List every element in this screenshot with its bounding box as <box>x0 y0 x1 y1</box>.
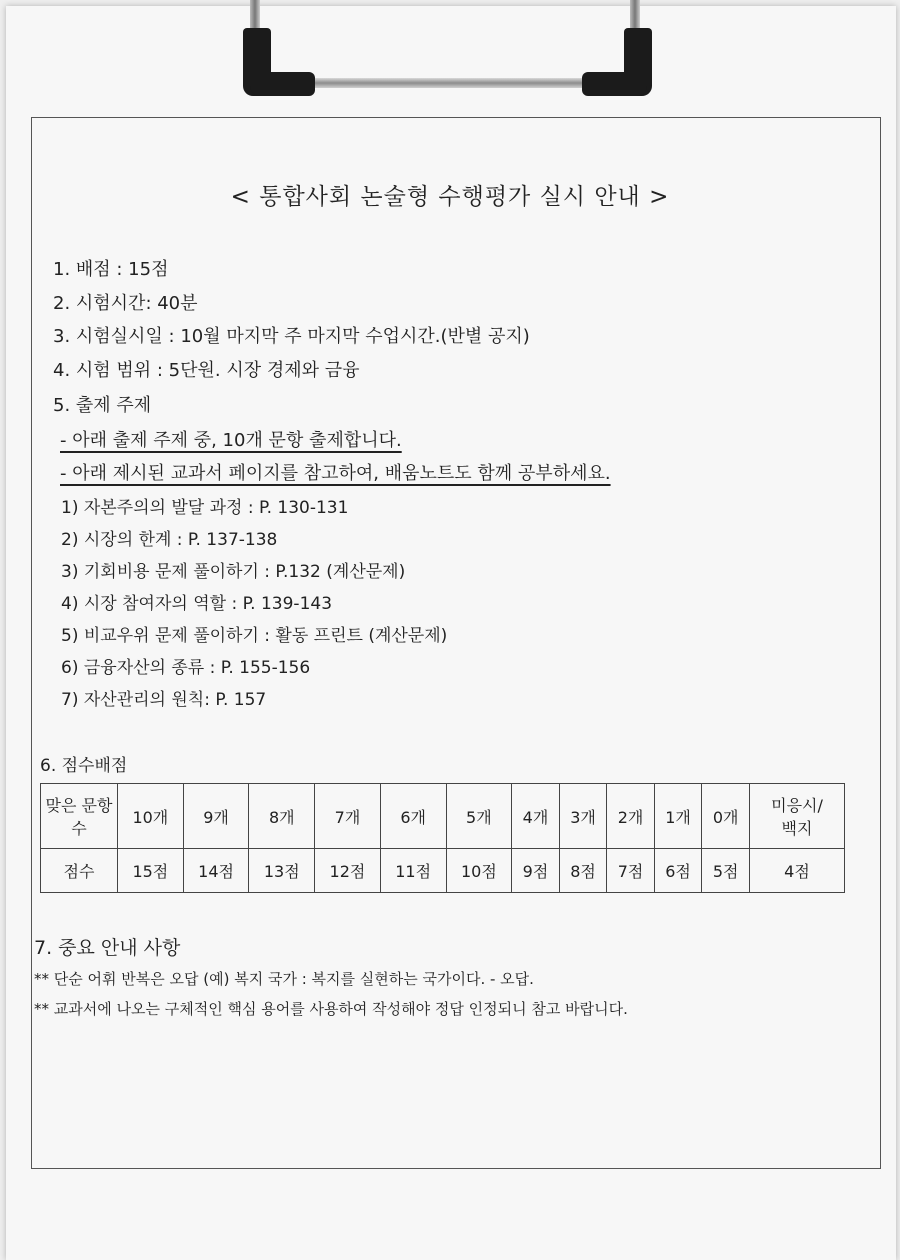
table-cell: 9개 <box>183 784 249 849</box>
important-note: ** 교과서에 나오는 구체적인 핵심 용어를 사용하여 작성해야 정답 인정되니 참고 바랍니다. <box>34 1000 628 1018</box>
table-cell: 2개 <box>607 784 655 849</box>
topic-item: 4) 시장 참여자의 역할 : P. 139-143 <box>61 594 333 614</box>
item-range: 4. 시험 범위 : 5단원. 시장 경제와 금융 <box>53 360 360 381</box>
table-cell: 7개 <box>315 784 381 849</box>
table-cell: 8개 <box>249 784 315 849</box>
table-cell: 11점 <box>380 849 446 893</box>
table-cell: 8점 <box>559 849 607 893</box>
topic-item: 6) 금융자산의 종류 : P. 155-156 <box>61 658 311 678</box>
document-title: < 통합사회 논술형 수행평가 실시 안내 > <box>230 184 670 210</box>
table-cell: 10개 <box>118 784 184 849</box>
table-cell: 5점 <box>702 849 750 893</box>
table-cell: 6점 <box>654 849 702 893</box>
table-cell: 10점 <box>446 849 512 893</box>
table-cell: 3개 <box>559 784 607 849</box>
table-cell: 7점 <box>607 849 655 893</box>
item-time: 2. 시험시간: 40분 <box>53 293 198 314</box>
table-cell: 1개 <box>654 784 702 849</box>
table-cell: 5개 <box>446 784 512 849</box>
topic-item: 3) 기회비용 문제 풀이하기 : P.132 (계산문제) <box>61 562 406 582</box>
topic-item: 2) 시장의 한계 : P. 137-138 <box>61 530 278 550</box>
score-table <box>40 783 845 893</box>
score-heading: 6. 점수배점 <box>40 756 128 776</box>
table-cell: 14점 <box>183 849 249 893</box>
row-header-correct: 맞은 문항 수 <box>41 784 118 849</box>
table-cell: 0개 <box>702 784 750 849</box>
table-cell: 9점 <box>512 849 560 893</box>
item-topics-heading: 5. 출제 주제 <box>53 395 152 416</box>
notice-question-count: - 아래 출제 주제 중, 10개 문항 출제합니다. <box>60 430 402 451</box>
row-header-score: 점수 <box>41 849 118 893</box>
table-cell: 6개 <box>380 784 446 849</box>
topic-item: 5) 비교우위 문제 풀이하기 : 활동 프린트 (계산문제) <box>61 626 448 646</box>
topic-item: 7) 자산관리의 원칙: P. 157 <box>61 690 267 710</box>
table-cell: 15점 <box>118 849 184 893</box>
item-date: 3. 시험실시일 : 10월 마지막 주 마지막 수업시간.(반별 공지) <box>53 326 530 347</box>
table-cell: 4점 <box>750 849 845 893</box>
important-heading: 7. 중요 안내 사항 <box>34 937 181 959</box>
topic-item: 1) 자본주의의 발달 과정 : P. 130-131 <box>61 498 349 518</box>
last-col-header: 미응시/ 백지 <box>750 784 845 849</box>
important-note: ** 단순 어휘 반복은 오답 (예) 복지 국가 : 복지를 실현하는 국가이다. - 오답. <box>34 970 534 988</box>
notice-study-tip: - 아래 제시된 교과서 페이지를 참고하여, 배움노트도 함께 공부하세요. <box>60 463 611 484</box>
clip-handle-left-foot <box>250 72 315 96</box>
item-score: 1. 배점 : 15점 <box>53 259 169 280</box>
table-row <box>41 849 845 893</box>
table-cell: 4개 <box>512 784 560 849</box>
table-cell: 13점 <box>249 849 315 893</box>
clip-handle-right-foot <box>582 72 647 96</box>
table-cell: 12점 <box>315 849 381 893</box>
table-row <box>41 784 845 849</box>
